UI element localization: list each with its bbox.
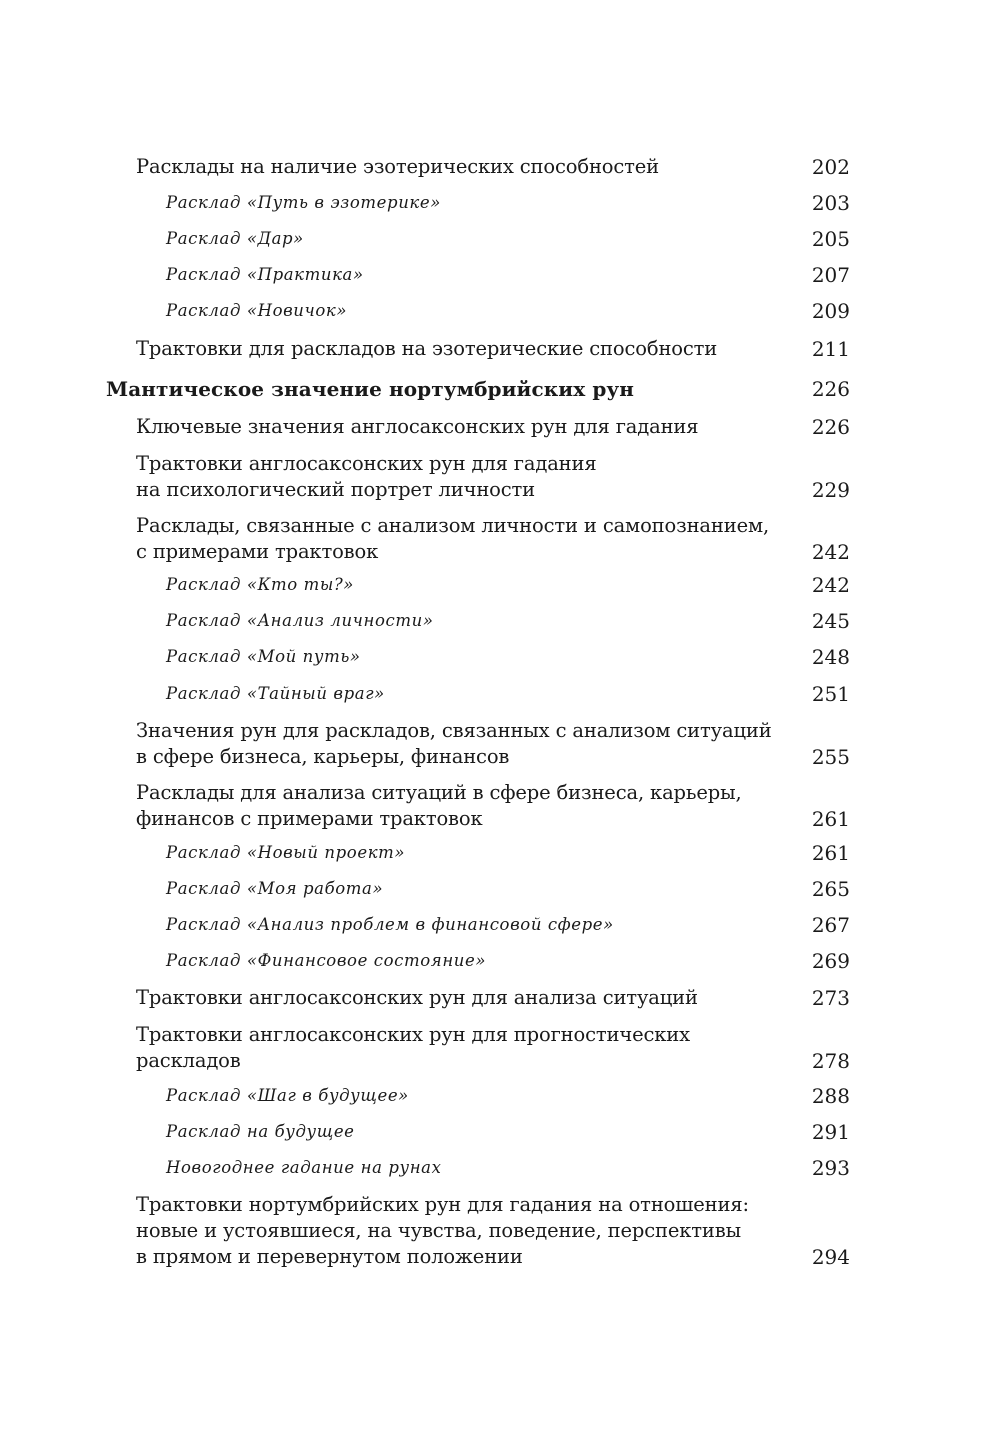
- toc-entry-title: Расклады, связанные с анализом личности и самопознанием, с примерами трактовок: [136, 514, 770, 563]
- toc-page-number: 251: [811, 682, 850, 706]
- toc-page-number: 261: [811, 841, 850, 865]
- toc-page-number: 248: [811, 645, 850, 669]
- toc-page-number: 226: [811, 377, 850, 401]
- toc-entry-title: Мантическое значение нортумбрийских рун: [106, 377, 635, 401]
- toc-page-number: 245: [811, 609, 850, 633]
- toc-entry-title: Значения рун для раскладов, связанных с анализом ситуаций в сфере бизнеса, карьеры, финансов: [136, 719, 772, 768]
- toc-page-number: 261: [811, 807, 850, 831]
- toc-entry-title: Расклад на будущее: [166, 1122, 355, 1141]
- toc-entry-title: Новогоднее гадание на рунах: [166, 1158, 442, 1177]
- toc-entry-title: Расклад «Практика»: [166, 265, 364, 284]
- toc-entry-title: Расклад «Анализ проблем в финансовой сфере»: [166, 915, 614, 934]
- toc-entry-title: Расклад «Финансовое состояние»: [166, 951, 487, 970]
- toc-page-number: 269: [811, 949, 850, 973]
- toc-entry-title: Трактовки англосаксонских рун для прогностических раскладов: [136, 1023, 690, 1072]
- toc-entry-title: Расклад «Кто ты?»: [166, 575, 354, 594]
- toc-page-number: 273: [811, 986, 850, 1010]
- toc-entry-title: Расклад «Шаг в будущее»: [166, 1086, 409, 1105]
- toc-entry-title: Трактовки нортумбрийских рун для гадания на отношения: новые и устоявшиеся, на чувства, поведение, перспективы в прямом и перевернутом положении: [136, 1193, 749, 1268]
- toc-entry-title: Расклад «Дар»: [166, 229, 304, 248]
- toc-entry-title: Ключевые значения англосаксонских рун для гадания: [136, 415, 699, 438]
- toc-page-number: 202: [811, 155, 850, 179]
- toc-page-number: 211: [811, 337, 850, 361]
- toc-page-number: 294: [811, 1245, 850, 1269]
- toc-page-number: 278: [811, 1049, 850, 1073]
- toc-page-number: 242: [811, 540, 850, 564]
- toc-page-number: 226: [811, 415, 850, 439]
- toc-page-number: 288: [811, 1084, 850, 1108]
- toc-entry-title: Расклад «Анализ личности»: [166, 611, 434, 630]
- toc-page-number: 229: [811, 478, 850, 502]
- toc-page-number: 209: [811, 299, 850, 323]
- toc-page-number: 242: [811, 573, 850, 597]
- toc-entry-title: Трактовки для раскладов на эзотерические способности: [136, 337, 718, 360]
- toc-page-number: 265: [811, 877, 850, 901]
- toc-entry-title: Расклад «Мой путь»: [166, 647, 361, 666]
- toc-entry-title: Расклад «Тайный враг»: [166, 684, 385, 703]
- toc-entry-title: Расклады на наличие эзотерических способностей: [136, 155, 660, 178]
- toc-entry-title: Расклад «Новичок»: [166, 301, 348, 320]
- toc-page-number: 203: [811, 191, 850, 215]
- toc-entry-title: Расклады для анализа ситуаций в сфере бизнеса, карьеры, финансов с примерами трактовок: [136, 781, 742, 830]
- toc-page-number: 255: [811, 745, 850, 769]
- toc-page-number: 267: [811, 913, 850, 937]
- toc-entry-title: Трактовки англосаксонских рун для анализа ситуаций: [136, 986, 698, 1009]
- toc-entry-title: Расклад «Новый проект»: [166, 843, 406, 862]
- toc-entry-title: Расклад «Путь в эзотерике»: [166, 193, 441, 212]
- toc-entry-title: Трактовки англосаксонских рун для гадания на психологический портрет личности: [136, 452, 597, 501]
- toc-page-number: 207: [811, 263, 850, 287]
- toc-page-number: 205: [811, 227, 850, 251]
- toc-page-number: 291: [811, 1120, 850, 1144]
- toc-page-number: 293: [811, 1156, 850, 1180]
- toc-entry-title: Расклад «Моя работа»: [166, 879, 384, 898]
